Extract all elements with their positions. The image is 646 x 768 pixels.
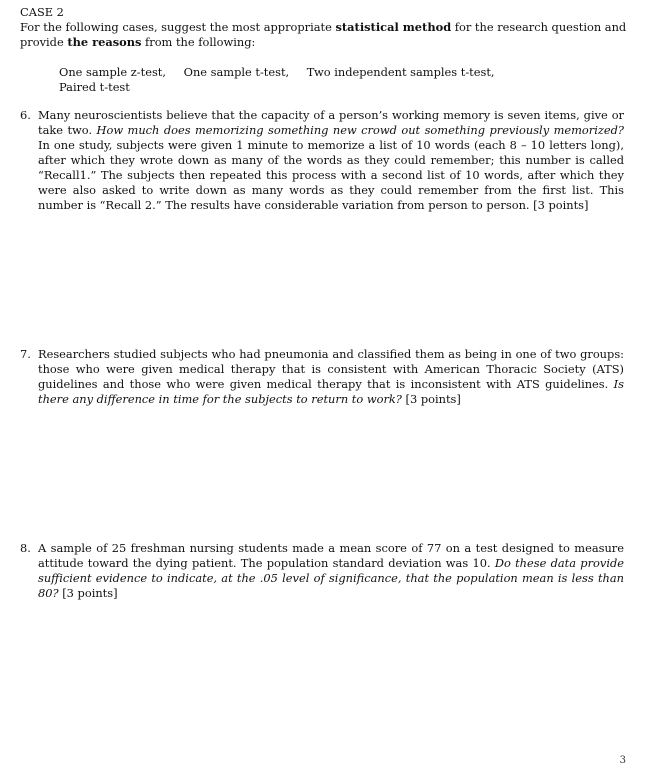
- option-one-sample-z-test: One sample z-test,: [59, 65, 166, 79]
- page-number: 3: [619, 755, 626, 766]
- question-text: [38, 347, 624, 407]
- question-text-part-b: In one study, subjects were given 1 minute to memorize a list of 10 words (each 8 – 10 letters long), after which they wrote down as many of the words as they could remember; this number is called “Recall1.” The subjects then repeated this process with a second list of 10 words, after which they were also asked to write down as many words as they could remember from the first list. This number is “Recall 2.” The results have considerable variation from person to person. [3 points]: [38, 138, 624, 212]
- method-options-line-1: [59, 65, 619, 80]
- question-number: 8.: [20, 541, 31, 555]
- instructions: [20, 20, 632, 50]
- method-options-line-2: [59, 80, 619, 95]
- question-text-part-b: [3 points]: [401, 392, 461, 406]
- question-6: [20, 108, 624, 213]
- instructions-text-3: from the following:: [141, 35, 256, 49]
- question-research-question: Do these data provide sufficient evidence to indicate, at the .05 level of significance, that the population mean is less than 80?: [38, 556, 624, 600]
- instructions-text-1: For the following cases, suggest the most appropriate: [20, 20, 336, 34]
- option-paired-t-test: Paired t-test: [59, 80, 130, 94]
- question-number: 6.: [20, 108, 31, 122]
- question-research-question: Is there any difference in time for the subjects to return to work?: [38, 377, 624, 406]
- question-text-part-a: Researchers studied subjects who had pneumonia and classified them as being in one of two groups: those who were given medical therapy that is consistent with American Thoracic Society (ATS) guidelines and those who were given medical therapy that is inconsistent with ATS guidelines.: [38, 347, 624, 391]
- question-text-part-a: Many neuroscientists believe that the capacity of a person’s working memory is seven items, give or take two.: [38, 108, 624, 137]
- question-text: [38, 108, 624, 213]
- method-options: [59, 65, 619, 95]
- option-two-independent-samples-t-test: Two independent samples t-test,: [306, 65, 495, 79]
- question-text-part-b: [3 points]: [58, 586, 118, 600]
- case-title: CASE 2: [20, 5, 64, 19]
- instructions-text-2: for the research question and provide: [20, 20, 627, 49]
- question-text: [38, 541, 624, 601]
- question-text-part-a: A sample of 25 freshman nursing students made a mean score of 77 on a test designed to measure attitude toward the dying patient. The population standard deviation was 10.: [38, 541, 624, 570]
- question-8: [20, 541, 624, 601]
- question-7: [20, 347, 624, 407]
- instructions-bold-statistical-method: statistical method: [335, 20, 452, 34]
- question-research-question: How much does memorizing something new crowd out something previously memorized?: [96, 123, 625, 137]
- option-one-sample-t-test: One sample t-test,: [183, 65, 290, 79]
- instructions-bold-reasons: the reasons: [67, 35, 142, 49]
- question-number: 7.: [20, 347, 31, 361]
